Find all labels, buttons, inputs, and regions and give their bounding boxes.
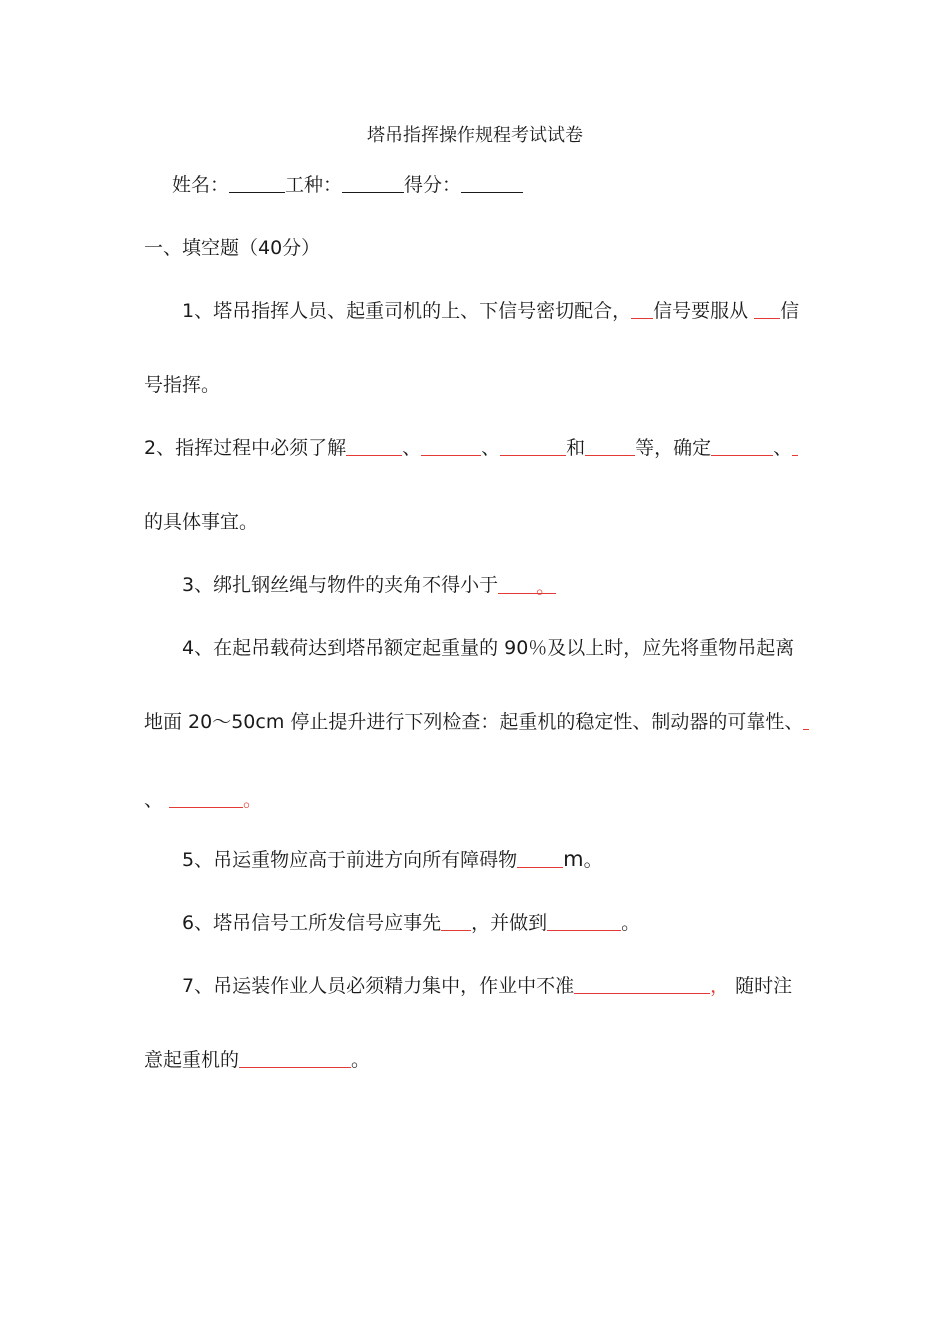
question-2-line-1: 2、指挥过程中必须了解 、 、 和 等，确定 、 (144, 436, 798, 460)
question-4-line-3: 、 。 (144, 789, 263, 811)
name-label: 姓名： (172, 174, 230, 196)
q1-blank-2[interactable] (754, 300, 780, 319)
q5-blank[interactable] (517, 849, 563, 868)
trade-blank[interactable] (342, 174, 404, 193)
q7-blank-2[interactable] (239, 1049, 351, 1068)
question-1-line-1: 1、塔吊指挥人员、起重司机的上、下信号密切配合， 信号要服从 信 (182, 300, 800, 322)
q1-blank-1[interactable] (631, 300, 653, 319)
question-7-line-1: 7、吊运装作业人员必须精力集中，作业中不准 ， 随时注 (182, 975, 793, 997)
score-blank[interactable] (461, 174, 523, 193)
question-5: 5、吊运重物应高于前进方向所有障碍物 m。 (182, 847, 603, 871)
question-7-line-2: 意起重机的 。 (144, 1049, 371, 1071)
question-3: 3、绑扎钢丝绳与物件的夹角不得小于 。 (182, 574, 556, 598)
section-heading: 一、填空题（40分） (144, 237, 321, 259)
q6-blank-2[interactable] (547, 912, 621, 931)
q2-blank-3[interactable] (500, 437, 566, 456)
score-label: 得分： (404, 174, 462, 196)
q2-blank-1[interactable] (346, 437, 402, 456)
q3-blank[interactable]: 。 (498, 575, 556, 594)
q2-blank-6[interactable] (792, 437, 798, 456)
question-2-line-2: 的具体事宜。 (144, 511, 259, 533)
question-4-line-2: 地面 20～50cm 停止提升进行下列检查：起重机的稳定性、制动器的可靠性、 (144, 710, 809, 734)
student-info-row (172, 173, 523, 197)
q4-blank-1[interactable] (803, 711, 809, 730)
q2-blank-4[interactable] (585, 437, 635, 456)
q6-blank-1[interactable] (441, 912, 471, 931)
q2-blank-2[interactable] (421, 437, 481, 456)
question-4-line-1: 4、在起吊载荷达到塔吊额定起重量的 90％及以上时，应先将重物吊起离 (182, 637, 795, 659)
name-blank[interactable] (229, 174, 285, 193)
trade-label: 工种： (285, 174, 343, 196)
question-1-line-2: 号指挥。 (144, 374, 221, 396)
question-6: 6、塔吊信号工所发信号应事先 ，并做到 。 (182, 912, 641, 934)
exam-title: 塔吊指挥操作规程考试试卷 (367, 125, 583, 146)
q2-blank-5[interactable] (711, 437, 773, 456)
q4-blank-2[interactable] (169, 789, 243, 808)
q7-blank-1[interactable] (574, 975, 710, 994)
